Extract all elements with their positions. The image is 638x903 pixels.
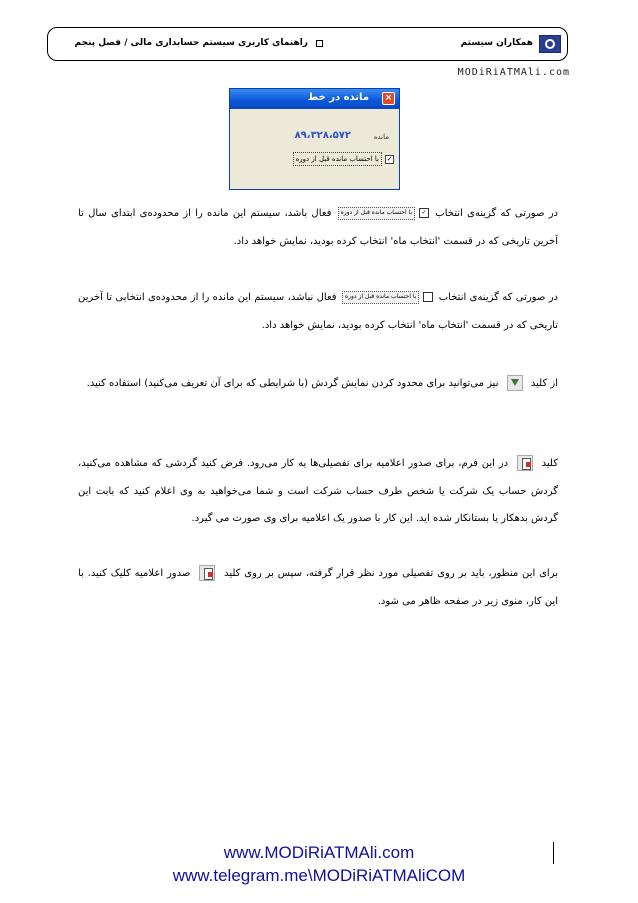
p3-text-start: از کلید <box>530 378 558 389</box>
p5-text-end: صدور اعلامیه کلیک کنید. با این کار، منوی زیر در صفحه ظاهر می شود. <box>78 568 558 607</box>
dialog-titlebar <box>230 89 399 109</box>
p2-text-end: فعال نباشد، سیستم این مانده را از محدوده‌ی انتخابی تا آخرین تاریخی که در قسمت 'انتخاب ماه' انتخاب کرده بودید، نمایش خواهد داد. <box>78 292 558 331</box>
p4-text-start: کلید <box>541 458 558 469</box>
company-logo-icon <box>539 35 561 53</box>
header-site-url[interactable]: MODiRiATMAli.com <box>457 67 570 78</box>
p2-text-start: در صورتی که گزینه‌ی انتخاب <box>438 292 558 303</box>
paragraph-issue-notice <box>78 560 558 615</box>
p1-text-end: فعال باشد، سیستم این مانده را از محدوده‌ی ابتدای سال تا آخرین تاریخی که در قسمت 'انتخاب ماه' انتخاب کرده بودید، نمایش خواهد داد. <box>78 208 558 247</box>
balance-dialog <box>229 88 400 190</box>
p5-text-start: برای این منظور، باید بر روی تفصیلی مورد نظر قرار گرفته، سپس بر روی کلید <box>224 568 558 579</box>
p1-option-chip: با احتساب مانده قبل از دوره <box>338 207 415 220</box>
p2-option-chip: با احتساب مانده قبل از دوره <box>342 291 419 304</box>
company-name: همکاران سیستم <box>460 38 533 48</box>
book-title: راهنمای کاربری سیستم حسابداری مالی / فصل پنجم <box>74 38 308 48</box>
include-prior-balance-label: با احتساب مانده قبل از دوره <box>293 152 382 166</box>
checkbox-unchecked-icon <box>423 292 433 302</box>
balance-label: مانده <box>373 133 389 141</box>
filter-funnel-icon <box>507 375 523 391</box>
p3-text-end: نیز می‌توانید برای محدود کردن نمایش گردش (با شرایطی که برای آن تعریف می‌کنید) استفاده کنید. <box>86 378 499 389</box>
balance-value: ۸۹،۳۲۸،۵۷۲ <box>294 130 351 141</box>
p4-text-end: در این فرم، برای صدور اعلامیه برای تفصیلی‌ها به کار می‌رود. فرض کنید گردشی که مشاهده می‌کنید، گردش حساب یک شرکت یا شخص طرف حساب شرکت است و شما می‌خواهید به وی اعلام کنید که بابت این گردش بدهکار یا بستانکار شده اید. این کار با صدور یک اعلامیه برای وی صورت می گیرد. <box>78 458 558 524</box>
dialog-title: مانده در خط <box>307 92 369 103</box>
issue-notice-icon <box>517 455 533 471</box>
issue-notice-icon-2 <box>199 565 215 581</box>
footer-telegram-link[interactable]: www.telegram.me\MODiRiATMAliCOM <box>172 866 466 885</box>
p1-text-start: در صورتی که گزینه‌ی انتخاب <box>435 208 558 219</box>
checkbox-checked-icon: ✓ <box>419 208 429 218</box>
square-bullet-icon <box>316 40 323 47</box>
footer-website-link[interactable]: www.MODiRiATMAli.com <box>223 843 415 862</box>
paragraph-inactive-option <box>78 284 558 339</box>
paragraph-filter-key <box>78 370 558 398</box>
close-icon[interactable]: × <box>382 92 395 105</box>
paragraph-active-option <box>78 200 558 255</box>
paragraph-notice-key <box>78 450 558 533</box>
page-header <box>47 27 568 61</box>
include-prior-balance-checkbox[interactable]: ✓ <box>386 155 393 163</box>
